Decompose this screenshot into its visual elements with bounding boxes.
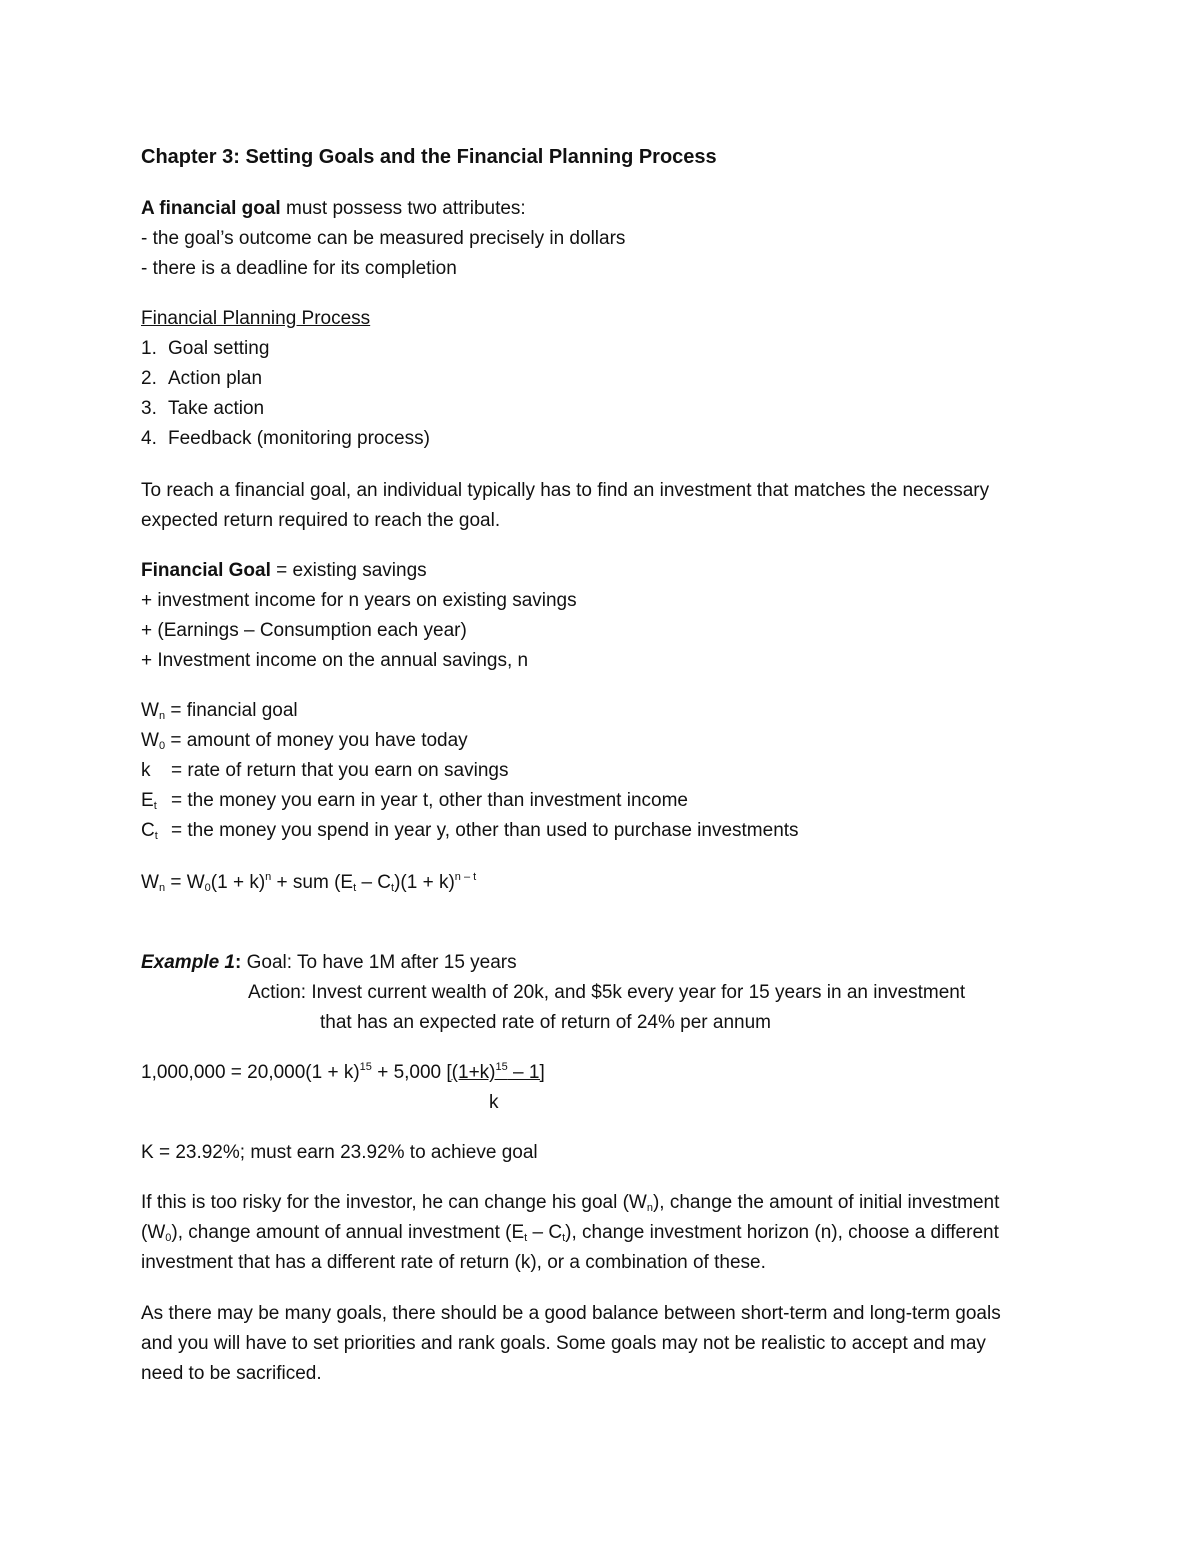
risk-subscript: n xyxy=(646,1202,653,1214)
process-heading: Financial Planning Process xyxy=(141,308,371,329)
formula-subscript: t xyxy=(353,882,357,894)
process-step xyxy=(141,338,269,360)
risk-text: – C xyxy=(527,1222,563,1243)
equation-part: 1,000,000 = 20,000(1 + k) xyxy=(141,1062,360,1083)
variable-definition: = rate of return that you earn on savings xyxy=(171,760,509,781)
result-line: K = 23.92%; must earn 23.92% to achieve goal xyxy=(141,1142,538,1163)
formula-exponent: n – t xyxy=(454,871,477,883)
risk-subscript: 0 xyxy=(165,1232,172,1244)
risk-paragraph-line: investment that has a different rate of return (k), or a combination of these. xyxy=(141,1252,766,1273)
formula-part: W xyxy=(141,872,159,893)
risk-paragraph-line xyxy=(141,1192,999,1214)
process-step xyxy=(141,428,430,450)
equation-part: + 5,000 xyxy=(371,1062,447,1083)
risk-text: If this is too risky for the investor, he can change his goal (W xyxy=(141,1192,647,1213)
action-label: Action: xyxy=(248,982,307,1003)
process-step xyxy=(141,398,264,420)
variable-symbol: k xyxy=(141,760,151,781)
formula-exponent: n xyxy=(265,871,272,883)
risk-text: ), change amount of annual investment (E xyxy=(171,1222,525,1243)
variable-definition: = the money you spend in year y, other than used to purchase investments xyxy=(171,820,799,841)
numerator-part: [(1+k) xyxy=(446,1062,496,1083)
formula-part: )(1 + k) xyxy=(394,872,455,893)
risk-subscript: t xyxy=(562,1232,566,1244)
risk-paragraph-line xyxy=(141,1222,999,1244)
balance-paragraph-line: need to be sacrificed. xyxy=(141,1363,322,1384)
formula-subscript: t xyxy=(391,882,395,894)
variable-w0 xyxy=(141,730,468,752)
risk-text: ), change the amount of initial investment xyxy=(652,1192,1000,1213)
step-label: Feedback (monitoring process) xyxy=(168,428,430,449)
example-equation xyxy=(141,1062,545,1084)
balance-paragraph-line: and you will have to set priorities and rank goals. Some goals may not be realistic to accept and may xyxy=(141,1333,986,1354)
step-number: 4. xyxy=(141,428,157,449)
risk-text: (W xyxy=(141,1222,166,1243)
reach-paragraph-line: To reach a financial goal, an individual typically has to find an investment that matches the necessary xyxy=(141,480,990,501)
goal-label: Goal: xyxy=(246,952,293,973)
step-label: Goal setting xyxy=(168,338,270,359)
attribute-item: - the goal’s outcome can be measured precisely in dollars xyxy=(141,228,626,249)
goal-text: To have 1M after 15 years xyxy=(292,952,517,973)
goal-intro-bold: A financial goal xyxy=(141,198,281,219)
variable-subscript: 0 xyxy=(158,740,166,752)
equation-numerator xyxy=(446,1062,544,1083)
formula-part: – C xyxy=(356,872,392,893)
goal-definition-line: + investment income for n years on existing savings xyxy=(141,590,577,611)
step-number: 1. xyxy=(141,338,157,359)
numerator-exponent: 15 xyxy=(495,1061,508,1073)
variable-symbol: W xyxy=(141,700,159,721)
formula-subscript: n xyxy=(158,882,166,894)
balance-paragraph-line: As there may be many goals, there should be a good balance between short-term and long-term goals xyxy=(141,1303,1001,1324)
goal-definition xyxy=(141,560,427,582)
example-colon: : xyxy=(235,952,247,973)
goal-definition-line: + Investment income on the annual savings, n xyxy=(141,650,529,671)
formula-part: (1 + k) xyxy=(210,872,266,893)
wealth-formula xyxy=(141,872,476,894)
goal-definition-rest: = existing savings xyxy=(270,560,427,581)
chapter-title: Chapter 3: Setting Goals and the Financial Planning Process xyxy=(141,146,717,168)
formula-subscript: 0 xyxy=(204,882,211,894)
variable-k xyxy=(141,760,508,782)
step-number: 2. xyxy=(141,368,157,389)
variable-subscript: t xyxy=(153,800,157,812)
step-number: 3. xyxy=(141,398,157,419)
variable-definition: = the money you earn in year t, other than investment income xyxy=(171,790,688,811)
variable-subscript: t xyxy=(154,830,158,842)
goal-definition-line: + (Earnings – Consumption each year) xyxy=(141,620,467,641)
example-label: Example 1 xyxy=(141,952,235,973)
example-goal-line xyxy=(141,952,517,974)
variable-symbol: C xyxy=(141,820,155,841)
step-label: Take action xyxy=(168,398,265,419)
example-action-continued: that has an expected rate of return of 24% per annum xyxy=(320,1012,772,1033)
action-text: Invest current wealth of 20k, and $5k every year for 15 years in an investment xyxy=(306,982,966,1003)
formula-part: = W xyxy=(165,872,205,893)
variable-wn xyxy=(141,700,298,722)
equation-exponent: 15 xyxy=(359,1061,372,1073)
example-action-line xyxy=(248,982,965,1004)
variable-definition: = financial goal xyxy=(165,700,298,721)
reach-paragraph-line: expected return required to reach the goal. xyxy=(141,510,501,531)
variable-ct xyxy=(141,820,799,842)
variable-et xyxy=(141,790,688,812)
goal-definition-bold: Financial Goal xyxy=(141,560,271,581)
goal-intro-rest: must possess two attributes: xyxy=(280,198,526,219)
risk-subscript: t xyxy=(524,1232,528,1244)
variable-symbol: E xyxy=(141,790,154,811)
goal-intro xyxy=(141,198,526,220)
risk-text: ), change investment horizon (n), choose a different xyxy=(565,1222,999,1243)
process-step xyxy=(141,368,262,390)
attribute-item: - there is a deadline for its completion xyxy=(141,258,457,279)
variable-symbol: W xyxy=(141,730,159,751)
variable-definition: = amount of money you have today xyxy=(165,730,468,751)
step-label: Action plan xyxy=(168,368,263,389)
equation-denominator: k xyxy=(489,1092,499,1113)
numerator-part: – 1] xyxy=(507,1062,545,1083)
formula-part: + sum (E xyxy=(271,872,354,893)
variable-subscript: n xyxy=(158,710,166,722)
